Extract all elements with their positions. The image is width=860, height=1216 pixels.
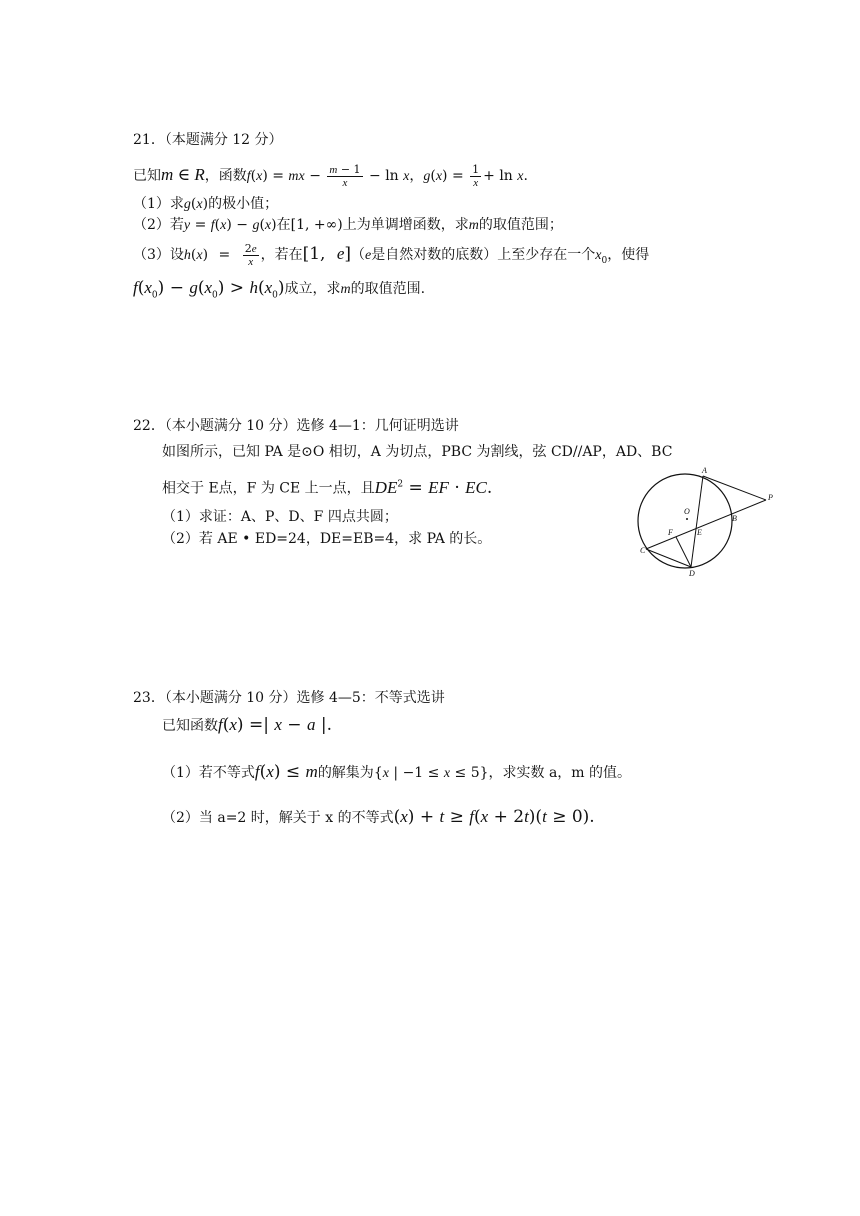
q22-body2-text: 相交于 E点，F 为 CE 上一点，且: [162, 480, 375, 497]
q21-m-in-r: m ∈ R: [161, 165, 205, 184]
q21-intro-text-b: ，函数: [204, 168, 247, 184]
q21-part2-text-a: （2）若: [133, 217, 184, 233]
q22-part1: （1）求证：A、P、D、F 四点共圆；: [162, 509, 398, 525]
label-c: C: [640, 546, 646, 555]
q22-part2: （2）若 AE • ED=24，DE=EB=4，求 PA 的长。: [162, 531, 492, 547]
q21-fraction-2e: $\frac{2e}{x}$: [244, 241, 257, 268]
label-a: A: [702, 466, 707, 475]
q21-intro-text-c: ，: [409, 168, 424, 184]
segment-fd: [676, 537, 691, 567]
q21-part2-text-b: 在: [276, 217, 291, 233]
q21-part1: （1）求g(x)的极小值；: [133, 196, 279, 212]
q21-f-def: f: [246, 169, 251, 184]
q21-part3-text-e: ，使得: [607, 247, 650, 263]
q21-fraction-1: $\frac{1}{x}$: [472, 162, 480, 189]
q21-intro-text-a: 已知: [133, 168, 161, 184]
center-dot: [686, 518, 688, 520]
q21-g-def: g: [423, 169, 431, 184]
q21-gx: g: [183, 197, 191, 212]
q22-body2: 相交于 E点，F 为 CE 上一点，且$DE^2$ = EF · EC.: [162, 477, 493, 498]
q21-part3-text-f: 成立，求: [284, 281, 341, 297]
q23-title: 23．（本小题满分 10 分）选修 4—5：不等式选讲: [133, 690, 445, 706]
q22-body1: 如图所示，已知 PA 是⊙O 相切，A 为切点，PBC 为割线，弦 CD//AP，AD、BC: [162, 444, 673, 460]
q21-part3-text-a: （3）设: [133, 247, 184, 263]
q22-title: 22．（本小题满分 10 分）选修 4—1：几何证明选讲: [133, 418, 459, 434]
q23-part1-text-c: ，求实数 a，m 的值。: [488, 765, 632, 781]
q21-part2-text-c: 上为单调增函数，求: [342, 217, 469, 233]
chord-cd: [646, 549, 691, 567]
q23-intro-text: 已知函数: [162, 718, 218, 734]
q21-intro: 已知m ∈ R，函数f(x) = mx − $\frac{m - 1}{x}$ − ln x，g(x) = $\frac{1}{x}$ + ln x.: [133, 162, 528, 189]
q23-part1-text-b: 的解集为: [317, 765, 374, 781]
tangent-pa: [703, 476, 766, 500]
q21-part1-text-a: （1）求: [133, 196, 184, 212]
q21-part3-text-c: （: [351, 247, 366, 263]
chord-ad: [691, 476, 703, 567]
secant-pc: [646, 500, 766, 549]
q23-part2: （2）当 a=2 时，解关于 x 的不等式(x) + t ≥ f(x + 2t)(t ≥ 0).: [162, 807, 595, 827]
label-d: D: [689, 569, 695, 578]
q21-part2: （2）若y = f(x) − g(x)在[1, +∞)上为单调增函数，求m的取值范围；: [133, 217, 563, 233]
label-e: E: [697, 528, 702, 537]
label-p: P: [768, 493, 773, 502]
q21-part1-text-b: 的极小值；: [208, 196, 279, 212]
label-f: F: [668, 528, 673, 537]
q23-part1-text-a: （1）若不等式: [162, 765, 255, 781]
geometry-figure: [634, 464, 784, 582]
q21-fraction-m: $\frac{m - 1}{x}$: [329, 162, 361, 189]
q21-part3-text-b: ，若在: [260, 247, 303, 263]
q21-title: 21．（本题满分 12 分）: [133, 132, 283, 148]
q23-intro: 已知函数f(x) =| x − a |.: [162, 715, 332, 735]
q23-part2-text: （2）当 a=2 时，解关于 x 的不等式: [162, 810, 394, 826]
label-b: B: [732, 514, 737, 523]
q21-part3-text-d: 是自然对数的底数）上至少存在一个: [371, 247, 596, 263]
q21-part2-text-d: 的取值范围；: [478, 217, 563, 233]
q23-part1: （1）若不等式f(x) ≤ m的解集为{x | −1 ≤ x ≤ 5}，求实数 a，m 的值。: [162, 762, 632, 782]
q21-part3-cont: $f(x_0) - g(x_0) > h(x_0)$成立，求m的取值范围.: [133, 278, 426, 301]
q21-y-def: y: [183, 218, 191, 233]
q21-part3: （3）设h(x) = $\frac{2e}{x}$ ，若在[1, e]（e是自然对数的底数）上至少存在一个$x_0$，使得: [133, 241, 650, 268]
label-o: O: [684, 507, 690, 516]
q21-part3-text-g: 的取值范围.: [350, 281, 426, 297]
